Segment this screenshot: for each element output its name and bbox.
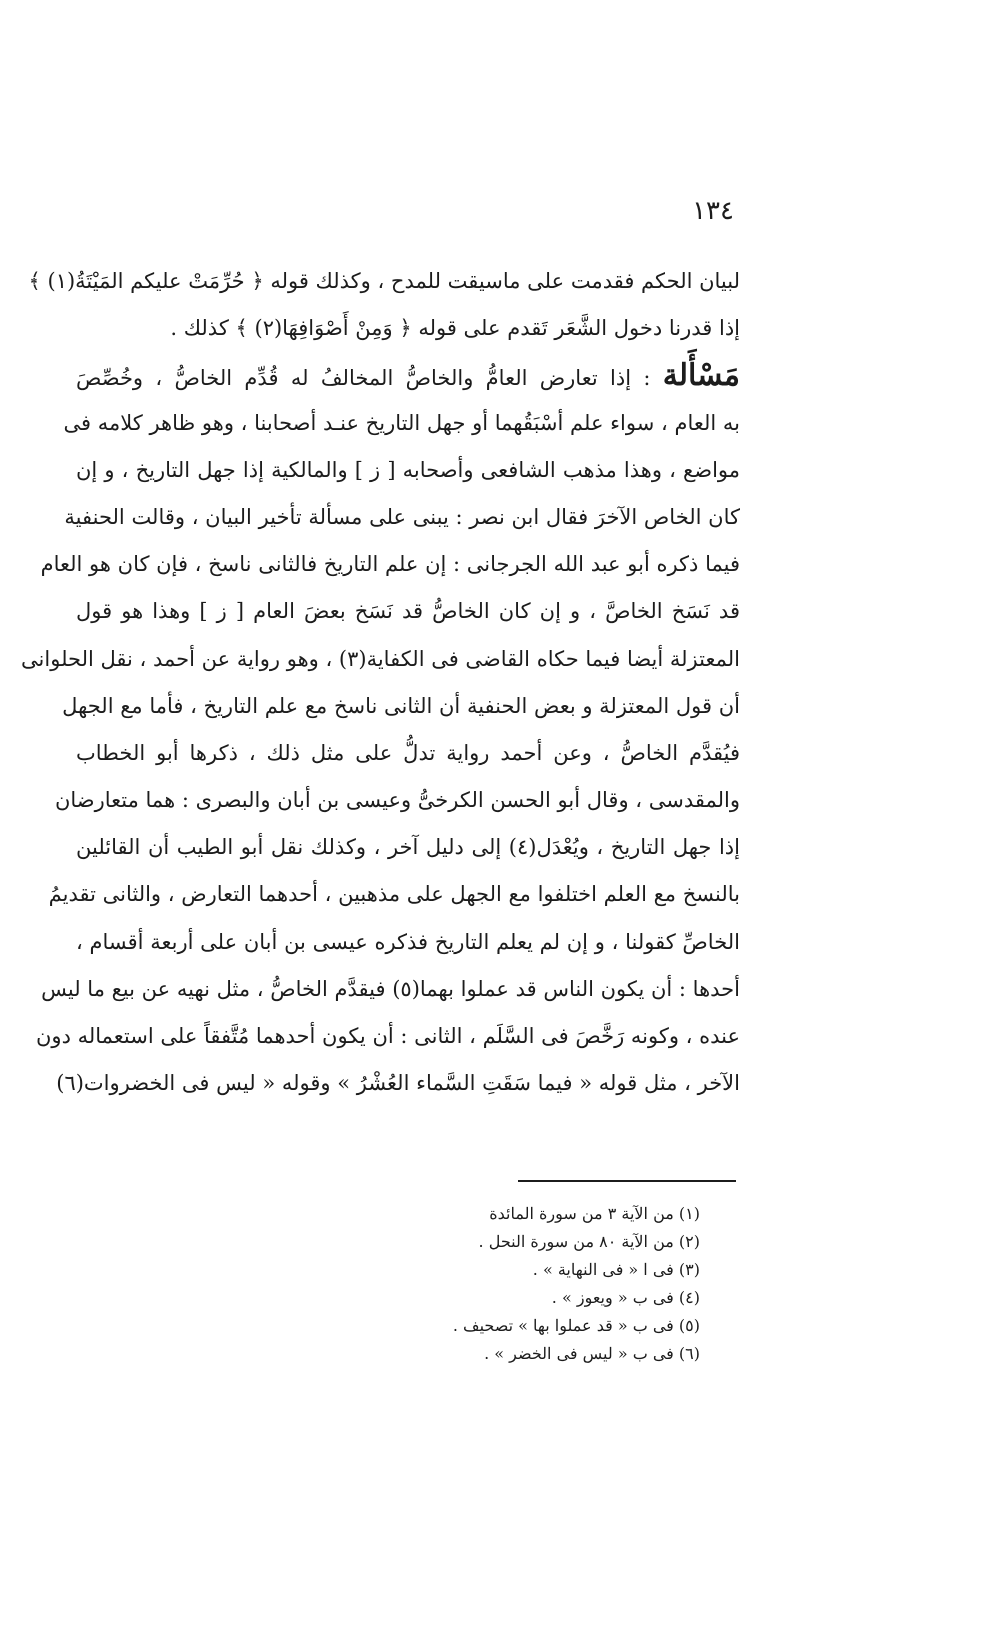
footnotes xyxy=(300,1200,700,1368)
footnote-divider xyxy=(518,1180,736,1182)
footnote: (٤) فى ب « ويعوز » . xyxy=(551,1288,700,1307)
footnote: (٥) فى ب « قد عملوا بها » تصحيف . xyxy=(452,1316,700,1335)
issue-heading-line xyxy=(76,352,740,399)
text-line: عنده ، وكونه رَخَّصَ فى السَّلَم ، الثانى : أن يكون أحدهما مُتَّفقاً على استعماله دون xyxy=(36,1024,740,1048)
issue-heading: مَسْأَلة xyxy=(662,358,740,394)
footnote: (٣) فى ا « فى النهاية » . xyxy=(532,1260,700,1279)
text-line: قد نَسَخ الخاصَّ ، و إن كان الخاصُّ قد نَسَخ بعضَ العام [ ز ] وهذا هو قول xyxy=(76,599,740,624)
text-line: فيُقدَّم الخاصُّ ، وعن أحمد رواية تدلُّ على مثل ذلك ، ذكرها أبو الخطاب xyxy=(76,740,740,765)
text-line: كان الخاص الآخرَ فقال ابن نصر : يبنى على مسألة تأخير البيان ، وقالت الحنفية xyxy=(64,504,740,529)
text-line-rest: : إذا تعارض العامُّ والخاصُّ المخالفُ له قُدِّم الخاصُّ ، وخُصِّصَ xyxy=(76,366,651,391)
footnote: (٢) من الآية ٨٠ من سورة النحل . xyxy=(478,1232,700,1251)
footnote: (٦) فى ب « ليس فى الخضر » . xyxy=(484,1344,700,1363)
text-line: إذا قدرنا دخول الشَّعَر تَقدم على قوله ﴿ وَمِنْ أَصْوَافِهَا(٢) ﴾ كذلك . xyxy=(170,316,740,341)
text-line: مواضع ، وهذا مذهب الشافعى وأصحابه [ ز ] والمالكية إذا جهل التاريخ ، و إن xyxy=(76,457,740,482)
main-text xyxy=(21,258,740,1107)
footnote: (١) من الآية ٣ من سورة المائدة xyxy=(489,1204,700,1223)
text-line: به العام ، سواء علم أسْبَقُهما أو جهل التاريخ عنـد أصحابنا ، وهو ظاهر كلامه فى xyxy=(63,410,740,435)
page-number: ١٣٤ xyxy=(692,196,734,226)
text-line: والمقدسى ، وقال أبو الحسن الكرخىُّ وعيسى بن أبان والبصرى : هما متعارضان xyxy=(54,788,740,813)
text-line: إذا جهل التاريخ ، ويُعْدَل(٤) إلى دليل آخر ، وكذلك نقل أبو الطيب أن القائلين xyxy=(76,835,740,860)
text-line: الخاصِّ كقولنا ، و إن لم يعلم التاريخ فذكره عيسى بن أبان على أربعة أقسام ، xyxy=(76,929,740,954)
text-line: بالنسخ مع العلم اختلفوا مع الجهل على مذهبين ، أحدهما التعارض ، والثانى تقديمُ xyxy=(48,882,740,907)
text-line: أن قول المعتزلة و بعض الحنفية أن الثانى ناسخ مع علم التاريخ ، فأما مع الجهل xyxy=(62,693,740,718)
text-line: الآخر ، مثل قوله « فيما سَقَتِ السَّماء العُشْرُ » وقوله « ليس فى الخضروات(٦) xyxy=(56,1071,740,1096)
text-line: لبيان الحكم فقدمت على ماسيقت للمدح ، وكذلك قوله ﴿ حُرِّمَتْ عليكم المَيْتَةُ(١) ﴾ xyxy=(28,269,740,293)
text-line: أحدها : أن يكون الناس قد عملوا بهما(٥) فيقدَّم الخاصُّ ، مثل نهيه عن بيع ما ليس xyxy=(41,976,740,1001)
text-line: فيما ذكره أبو عبد الله الجرجانى : إن علم التاريخ فالثانى ناسخ ، فإن كان هو العام xyxy=(40,552,740,577)
text-line: المعتزلة أيضا فيما حكاه القاضى فى الكفاية(٣) ، وهو رواية عن أحمد ، نقل الحلوانى xyxy=(21,646,740,671)
